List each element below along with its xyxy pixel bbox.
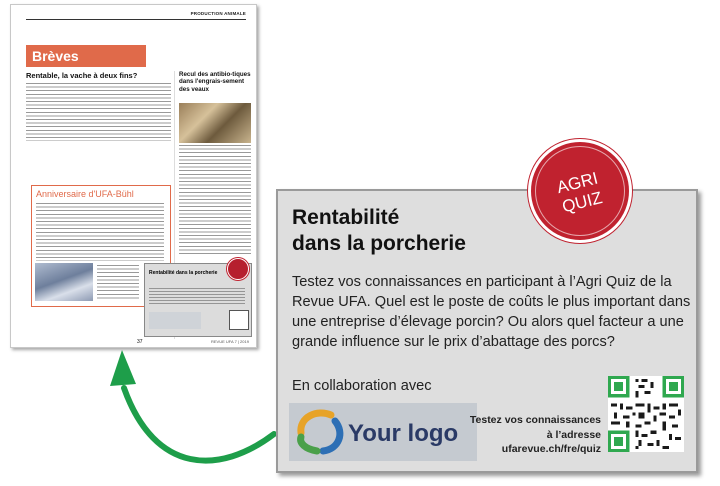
- section-label: PRODUCTION ANIMALE: [190, 11, 246, 16]
- logo-swirl-icon: [291, 403, 351, 461]
- mini-qr-code-icon: [229, 310, 249, 330]
- collaboration-label: En collaboration avec: [292, 378, 432, 394]
- breves-banner: [26, 45, 146, 67]
- ad-body: Testez vos connaissances en participant à l’Agri Quiz de la Revue UFA. Quel est le poste de coûts le plus important dans une entreprise d’élevage porcin? Ou alors quel facteur a une grande influence sur le prix d’abattage des porcs?: [292, 274, 691, 350]
- badge-line1: AGRI: [554, 168, 600, 198]
- ad-title-line2: dans la porcherie: [292, 231, 466, 255]
- ad-title: [292, 205, 466, 256]
- anniversary-text: [36, 203, 164, 261]
- qr-code-icon[interactable]: [608, 376, 684, 452]
- address-line2: à l’adresse: [546, 428, 601, 441]
- quiz-address: [470, 413, 601, 457]
- calves-photo: [179, 103, 251, 143]
- mini-quiz-ad[interactable]: [144, 263, 252, 337]
- mini-ad-title: Rentabilité dans la porcherie: [149, 270, 218, 276]
- partner-logo[interactable]: [289, 403, 477, 461]
- divider: [26, 19, 246, 20]
- anniversary-photo: [35, 263, 93, 301]
- article-heading: Rentable, la vache à deux fins?: [26, 71, 138, 80]
- anniversary-heading: Anniversaire d'UFA-Bühl: [36, 189, 134, 199]
- logo-text: Your logo: [348, 420, 459, 447]
- quiz-url[interactable]: ufarevue.ch/fre/quiz: [501, 443, 601, 456]
- article-text: [26, 83, 171, 141]
- quiz-ad[interactable]: [276, 189, 698, 473]
- arrow-icon: [100, 350, 280, 480]
- mini-ad-text: [149, 288, 245, 306]
- page-number: 37: [137, 339, 143, 345]
- banner-title: Brèves: [32, 48, 79, 64]
- address-line1: Testez vos connaissances: [469, 414, 601, 426]
- magazine-page-thumbnail: [10, 4, 257, 348]
- anniversary-text-2: [97, 265, 139, 301]
- badge-line2: QUIZ: [560, 188, 605, 217]
- mini-logo: [149, 312, 201, 329]
- sidebar-text: [179, 145, 251, 255]
- sidebar-heading: Recul des antibio-tiques dans l'engrais-sement des veaux: [179, 71, 251, 93]
- page-footer: REVUE UFA 7 | 2019: [211, 339, 249, 344]
- agri-quiz-badge: [528, 139, 632, 243]
- mini-quiz-badge: [227, 258, 249, 280]
- ad-title-line1: Rentabilité: [292, 206, 400, 229]
